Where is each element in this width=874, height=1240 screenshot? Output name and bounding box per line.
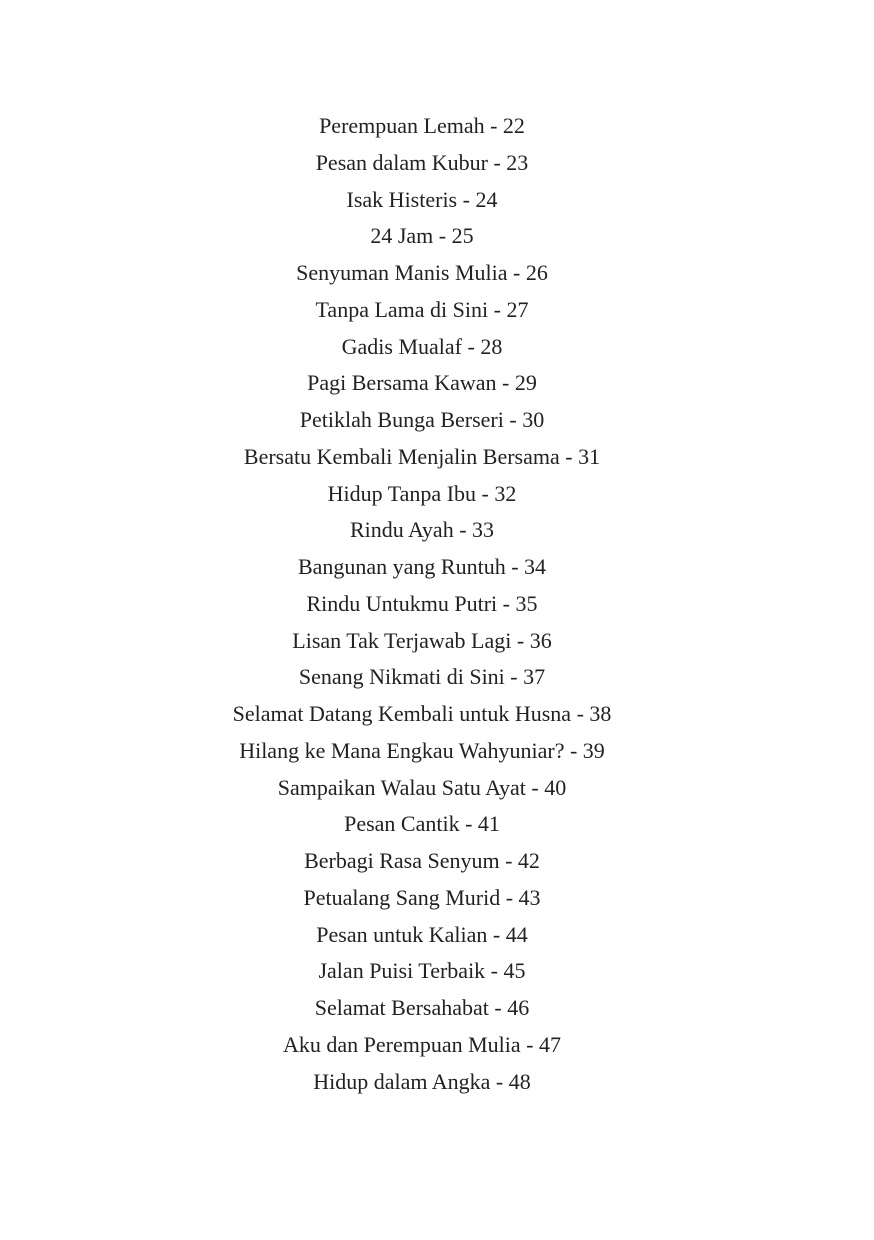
toc-entry: Bangunan yang Runtuh - 34 (297, 554, 547, 579)
toc-entry: Hidup Tanpa Ibu - 32 (327, 480, 517, 506)
toc-entry: Perempuan Lemah - 22 (319, 113, 525, 138)
table-of-contents (0, 108, 844, 1100)
toc-entry: Berbagi Rasa Senyum - 42 (304, 848, 540, 873)
toc-entry: Sampaikan Walau Satu Ayat - 40 (277, 774, 567, 800)
toc-entry: Pesan untuk Kalian - 44 (316, 921, 528, 947)
toc-entry: Petiklah Bunga Berseri - 30 (299, 407, 545, 432)
toc-entry: Senang Nikmati di Sini - 37 (298, 664, 546, 690)
toc-entry: Selamat Datang Kembali untuk Husna - 38 (232, 701, 612, 726)
toc-entry: Lisan Tak Terjawab Lagi - 36 (292, 627, 552, 653)
toc-entry: Tanpa Lama di Sini - 27 (315, 296, 529, 322)
toc-entry: Senyuman Manis Mulia - 26 (296, 260, 548, 285)
toc-entry: 24 Jam - 25 (370, 223, 474, 249)
toc-entry: Aku dan Perempuan Mulia - 47 (283, 1031, 561, 1057)
toc-entry: Rindu Untukmu Putri - 35 (306, 590, 538, 616)
toc-entry: Pesan Cantik - 41 (344, 811, 500, 837)
toc-entry: Hidup dalam Angka - 48 (313, 1068, 531, 1094)
toc-entry: Selamat Bersahabat - 46 (314, 995, 530, 1020)
toc-entry: Pagi Bersama Kawan - 29 (307, 370, 537, 396)
toc-entry: Petualang Sang Murid - 43 (303, 884, 541, 910)
toc-entry: Pesan dalam Kubur - 23 (315, 149, 529, 175)
toc-entry: Rindu Ayah - 33 (349, 517, 495, 543)
toc-entry: Hilang ke Mana Engkau Wahyuniar? - 39 (239, 737, 605, 763)
toc-entry: Gadis Mualaf - 28 (341, 333, 503, 359)
toc-entry: Bersatu Kembali Menjalin Bersama - 31 (243, 443, 601, 469)
toc-entry: Jalan Puisi Terbaik - 45 (318, 958, 526, 984)
toc-entry: Isak Histeris - 24 (346, 186, 498, 212)
